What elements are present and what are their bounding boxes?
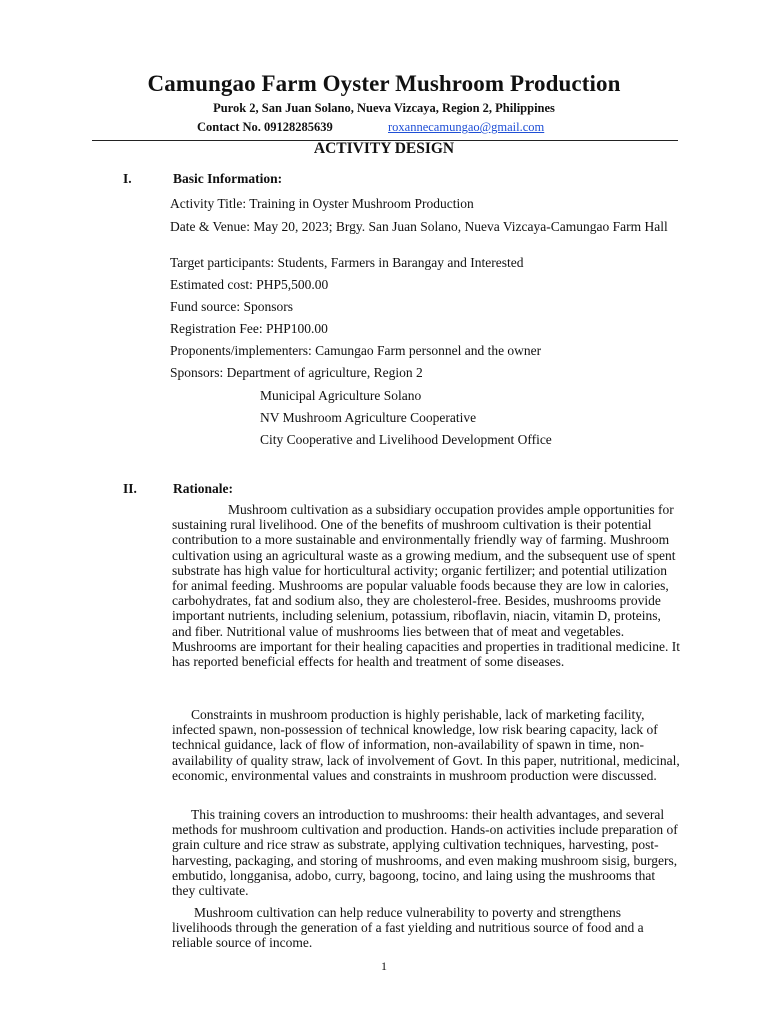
sponsor-item: Municipal Agriculture Solano (260, 388, 422, 403)
contact-row (0, 120, 768, 136)
rationale-paragraph-3: This training covers an introduction to mushrooms: their health advantages, and several methods for mushroom cultivation and production. Hands-on activities include preparation of grain culture and rice straw as substrate, applying cultivation techniques, harvesting, post-harvesting, packaging, and storing of mushrooms, and even making mushroom sisig, burgers, embutido, longganisa, adobo, curry, bagoong, tocino, and laing using the mushrooms that they cultivate. (172, 807, 678, 899)
proponents: Proponents/implementers: Camungao Farm personnel and the owner (170, 343, 542, 358)
sponsor-item: City Cooperative and Livelihood Development Office (260, 432, 552, 447)
registration-fee: Registration Fee: PHP100.00 (170, 321, 328, 336)
section-1-number: I. (123, 171, 132, 186)
address-line: Purok 2, San Juan Solano, Nueva Vizcaya, Region 2, Philippines (213, 101, 555, 115)
date-venue: Date & Venue: May 20, 2023; Brgy. San Juan Solano, Nueva Vizcaya-Camungao Farm Hall (170, 219, 668, 234)
activity-design-heading: ACTIVITY DESIGN (313, 140, 455, 157)
sponsors-label: Sponsors: Department of agriculture, Region 2 (170, 365, 423, 380)
activity-title: Activity Title: Training in Oyster Mushroom Production (170, 196, 474, 211)
rationale-paragraph-2: Constraints in mushroom production is highly perishable, lack of marketing facility, infected spawn, non-possession of technical knowledge, low risk bearing capacity, lack of technical guidance, lack of flow of information, non-availability of spawn in time, non-availability of quality straw, lack of involvement of Govt. In this paper, nutritional, medicinal, economic, environmental values and constraints in mushroom production were discussed. (172, 707, 680, 783)
estimated-cost: Estimated cost: PHP5,500.00 (170, 277, 329, 292)
section-2-title: Rationale: (173, 481, 233, 496)
rationale-paragraph-1: Mushroom cultivation as a subsidiary occupation provides ample opportunities for sustaining rural livelihood. One of the benefits of mushroom cultivation is their potential contribution to a more sustainable and environmentally friendly way of farming. Mushroom cultivation using an agricultural waste as a growing medium, and the subsequent use of spent substrate has high value for horticultural activity; organic fertilizer; and potential utilization for animal feeding. Mushrooms are popular valuable foods because they are low in calories, carbohydrates, fat and sodium also, they are cholesterol-free. Besides, mushrooms provide important nutrients, including selenium, potassium, riboflavin, niacin, vitamin D, proteins, and fiber. Nutritional value of mushrooms lies between that of meat and vegetables. Mushrooms are important for their healing capacities and properties in traditional medicine. It has reported beneficial effects for health and treatment of some diseases. (172, 502, 680, 670)
target-participants: Target participants: Students, Farmers in Barangay and Interested (170, 255, 524, 270)
rationale-paragraph-4: Mushroom cultivation can help reduce vulnerability to poverty and strengthens livelihoods through the generation of a fast yielding and nutritious source of food and a reliable source of income. (172, 905, 644, 951)
contact-number: Contact No. 09128285639 (197, 120, 333, 134)
section-1-title: Basic Information: (173, 171, 283, 186)
email-link[interactable]: roxannecamungao@gmail.com (388, 120, 545, 134)
fund-source: Fund source: Sponsors (170, 299, 294, 314)
document-title: Camungao Farm Oyster Mushroom Production (147, 71, 621, 96)
page-number: 1 (381, 959, 387, 973)
sponsor-item: NV Mushroom Agriculture Cooperative (260, 410, 477, 425)
section-2-number: II. (123, 481, 137, 496)
